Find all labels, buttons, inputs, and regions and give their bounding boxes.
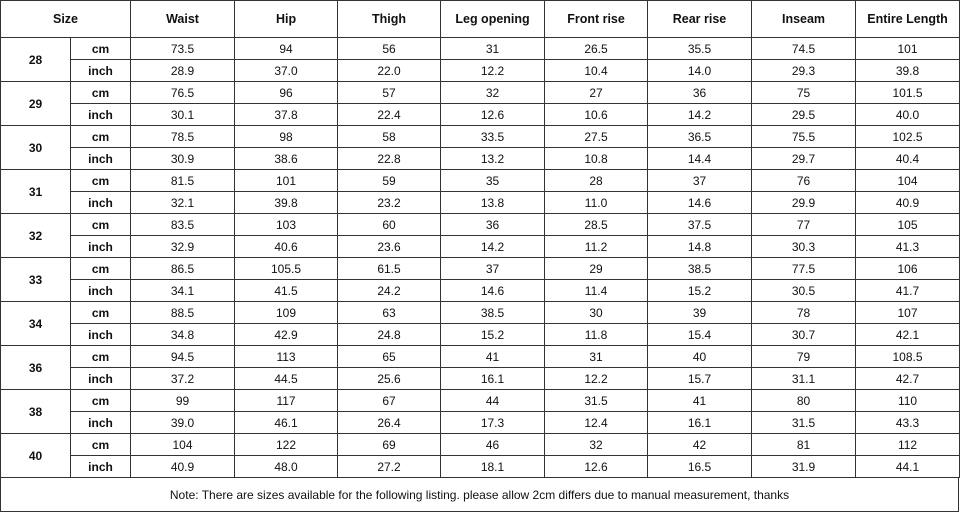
header-inseam: Inseam <box>752 1 856 38</box>
measurement-cell: 37 <box>441 258 545 280</box>
measurement-cell: 60 <box>338 214 441 236</box>
measurement-cell: 11.0 <box>545 192 648 214</box>
measurement-cell: 63 <box>338 302 441 324</box>
measurement-cell: 112 <box>856 434 960 456</box>
table-row <box>1 60 960 82</box>
table-row <box>1 126 960 148</box>
measurement-cell: 44 <box>441 390 545 412</box>
measurement-cell: 30.9 <box>131 148 235 170</box>
measurement-cell: 37.2 <box>131 368 235 390</box>
measurement-cell: 14.6 <box>441 280 545 302</box>
measurement-cell: 14.2 <box>441 236 545 258</box>
measurement-cell: 18.1 <box>441 456 545 478</box>
measurement-cell: 24.8 <box>338 324 441 346</box>
header-rear-rise: Rear rise <box>648 1 752 38</box>
measurement-cell: 74.5 <box>752 38 856 60</box>
header-leg-opening: Leg opening <box>441 1 545 38</box>
size-label: 34 <box>1 302 71 346</box>
measurement-cell: 42.1 <box>856 324 960 346</box>
unit-label: cm <box>71 214 131 236</box>
header-row <box>1 1 960 38</box>
measurement-cell: 28.9 <box>131 60 235 82</box>
measurement-cell: 40.9 <box>856 192 960 214</box>
measurement-cell: 14.2 <box>648 104 752 126</box>
measurement-cell: 57 <box>338 82 441 104</box>
measurement-cell: 31 <box>441 38 545 60</box>
measurement-cell: 78 <box>752 302 856 324</box>
measurement-cell: 61.5 <box>338 258 441 280</box>
measurement-cell: 107 <box>856 302 960 324</box>
measurement-cell: 77 <box>752 214 856 236</box>
table-body <box>1 38 960 478</box>
measurement-cell: 36 <box>441 214 545 236</box>
measurement-cell: 109 <box>235 302 338 324</box>
size-label: 38 <box>1 390 71 434</box>
measurement-cell: 27.2 <box>338 456 441 478</box>
measurement-cell: 108.5 <box>856 346 960 368</box>
unit-label: inch <box>71 192 131 214</box>
measurement-cell: 30.3 <box>752 236 856 258</box>
measurement-cell: 102.5 <box>856 126 960 148</box>
footnote: Note: There are sizes available for the following listing. please allow 2cm differs due to manual measurement, thanks <box>0 478 959 512</box>
measurement-cell: 59 <box>338 170 441 192</box>
table-row <box>1 434 960 456</box>
measurement-cell: 110 <box>856 390 960 412</box>
measurement-cell: 29 <box>545 258 648 280</box>
measurement-cell: 98 <box>235 126 338 148</box>
measurement-cell: 83.5 <box>131 214 235 236</box>
measurement-cell: 12.6 <box>441 104 545 126</box>
measurement-cell: 15.4 <box>648 324 752 346</box>
measurement-cell: 48.0 <box>235 456 338 478</box>
measurement-cell: 14.6 <box>648 192 752 214</box>
measurement-cell: 10.8 <box>545 148 648 170</box>
table-row <box>1 82 960 104</box>
measurement-cell: 39.8 <box>235 192 338 214</box>
unit-label: cm <box>71 390 131 412</box>
unit-label: inch <box>71 412 131 434</box>
measurement-cell: 39 <box>648 302 752 324</box>
header-thigh: Thigh <box>338 1 441 38</box>
measurement-cell: 40.4 <box>856 148 960 170</box>
measurement-cell: 42.9 <box>235 324 338 346</box>
measurement-cell: 43.3 <box>856 412 960 434</box>
measurement-cell: 30.5 <box>752 280 856 302</box>
measurement-cell: 27 <box>545 82 648 104</box>
measurement-cell: 117 <box>235 390 338 412</box>
measurement-cell: 24.2 <box>338 280 441 302</box>
measurement-cell: 25.6 <box>338 368 441 390</box>
measurement-cell: 42 <box>648 434 752 456</box>
unit-label: inch <box>71 280 131 302</box>
unit-label: cm <box>71 38 131 60</box>
measurement-cell: 88.5 <box>131 302 235 324</box>
unit-label: cm <box>71 126 131 148</box>
measurement-cell: 105 <box>856 214 960 236</box>
size-label: 30 <box>1 126 71 170</box>
measurement-cell: 29.9 <box>752 192 856 214</box>
measurement-cell: 13.8 <box>441 192 545 214</box>
measurement-cell: 32 <box>545 434 648 456</box>
measurement-cell: 46 <box>441 434 545 456</box>
unit-label: inch <box>71 456 131 478</box>
measurement-cell: 12.6 <box>545 456 648 478</box>
measurement-cell: 23.6 <box>338 236 441 258</box>
size-label: 40 <box>1 434 71 478</box>
measurement-cell: 29.5 <box>752 104 856 126</box>
table-row <box>1 192 960 214</box>
measurement-cell: 16.1 <box>441 368 545 390</box>
measurement-cell: 76.5 <box>131 82 235 104</box>
measurement-cell: 31.5 <box>545 390 648 412</box>
table-row <box>1 390 960 412</box>
table-row <box>1 456 960 478</box>
measurement-cell: 12.2 <box>441 60 545 82</box>
measurement-cell: 67 <box>338 390 441 412</box>
header-size: Size <box>1 1 131 38</box>
measurement-cell: 15.7 <box>648 368 752 390</box>
measurement-cell: 101.5 <box>856 82 960 104</box>
measurement-cell: 26.4 <box>338 412 441 434</box>
measurement-cell: 31.9 <box>752 456 856 478</box>
measurement-cell: 29.3 <box>752 60 856 82</box>
table-row <box>1 302 960 324</box>
measurement-cell: 30.1 <box>131 104 235 126</box>
measurement-cell: 15.2 <box>648 280 752 302</box>
measurement-cell: 34.1 <box>131 280 235 302</box>
table-row <box>1 346 960 368</box>
measurement-cell: 14.4 <box>648 148 752 170</box>
measurement-cell: 99 <box>131 390 235 412</box>
measurement-cell: 46.1 <box>235 412 338 434</box>
table-row <box>1 104 960 126</box>
measurement-cell: 94 <box>235 38 338 60</box>
measurement-cell: 77.5 <box>752 258 856 280</box>
measurement-cell: 78.5 <box>131 126 235 148</box>
measurement-cell: 12.4 <box>545 412 648 434</box>
measurement-cell: 38.6 <box>235 148 338 170</box>
measurement-cell: 16.5 <box>648 456 752 478</box>
header-hip: Hip <box>235 1 338 38</box>
measurement-cell: 65 <box>338 346 441 368</box>
measurement-cell: 32.9 <box>131 236 235 258</box>
measurement-cell: 13.2 <box>441 148 545 170</box>
unit-label: inch <box>71 148 131 170</box>
measurement-cell: 31.1 <box>752 368 856 390</box>
measurement-cell: 29.7 <box>752 148 856 170</box>
measurement-cell: 12.2 <box>545 368 648 390</box>
measurement-cell: 38.5 <box>648 258 752 280</box>
unit-label: cm <box>71 434 131 456</box>
measurement-cell: 104 <box>131 434 235 456</box>
measurement-cell: 10.6 <box>545 104 648 126</box>
measurement-cell: 40.9 <box>131 456 235 478</box>
measurement-cell: 81.5 <box>131 170 235 192</box>
measurement-cell: 15.2 <box>441 324 545 346</box>
table-row <box>1 280 960 302</box>
measurement-cell: 11.4 <box>545 280 648 302</box>
size-label: 33 <box>1 258 71 302</box>
measurement-cell: 105.5 <box>235 258 338 280</box>
measurement-cell: 28.5 <box>545 214 648 236</box>
measurement-cell: 26.5 <box>545 38 648 60</box>
measurement-cell: 41.3 <box>856 236 960 258</box>
measurement-cell: 37.8 <box>235 104 338 126</box>
table-row <box>1 38 960 60</box>
table-row <box>1 214 960 236</box>
measurement-cell: 40.6 <box>235 236 338 258</box>
measurement-cell: 22.0 <box>338 60 441 82</box>
measurement-cell: 41.5 <box>235 280 338 302</box>
measurement-cell: 86.5 <box>131 258 235 280</box>
measurement-cell: 44.1 <box>856 456 960 478</box>
size-label: 31 <box>1 170 71 214</box>
size-label: 36 <box>1 346 71 390</box>
measurement-cell: 35 <box>441 170 545 192</box>
measurement-cell: 73.5 <box>131 38 235 60</box>
table-row <box>1 324 960 346</box>
measurement-cell: 101 <box>856 38 960 60</box>
unit-label: inch <box>71 236 131 258</box>
measurement-cell: 10.4 <box>545 60 648 82</box>
unit-label: cm <box>71 258 131 280</box>
size-label: 32 <box>1 214 71 258</box>
measurement-cell: 38.5 <box>441 302 545 324</box>
measurement-cell: 22.4 <box>338 104 441 126</box>
measurement-cell: 94.5 <box>131 346 235 368</box>
measurement-cell: 81 <box>752 434 856 456</box>
unit-label: inch <box>71 60 131 82</box>
header-front-rise: Front rise <box>545 1 648 38</box>
measurement-cell: 28 <box>545 170 648 192</box>
table-row <box>1 170 960 192</box>
size-label: 28 <box>1 38 71 82</box>
measurement-cell: 37 <box>648 170 752 192</box>
measurement-cell: 23.2 <box>338 192 441 214</box>
unit-label: inch <box>71 104 131 126</box>
measurement-cell: 11.8 <box>545 324 648 346</box>
table-row <box>1 148 960 170</box>
measurement-cell: 41 <box>441 346 545 368</box>
measurement-cell: 41.7 <box>856 280 960 302</box>
measurement-cell: 34.8 <box>131 324 235 346</box>
measurement-cell: 39.8 <box>856 60 960 82</box>
measurement-cell: 11.2 <box>545 236 648 258</box>
table-row <box>1 412 960 434</box>
size-label: 29 <box>1 82 71 126</box>
measurement-cell: 42.7 <box>856 368 960 390</box>
measurement-cell: 103 <box>235 214 338 236</box>
table-row <box>1 258 960 280</box>
measurement-cell: 96 <box>235 82 338 104</box>
measurement-cell: 44.5 <box>235 368 338 390</box>
measurement-cell: 69 <box>338 434 441 456</box>
measurement-cell: 113 <box>235 346 338 368</box>
measurement-cell: 122 <box>235 434 338 456</box>
measurement-cell: 14.8 <box>648 236 752 258</box>
unit-label: inch <box>71 324 131 346</box>
measurement-cell: 58 <box>338 126 441 148</box>
unit-label: cm <box>71 302 131 324</box>
measurement-cell: 40.0 <box>856 104 960 126</box>
measurement-cell: 37.0 <box>235 60 338 82</box>
measurement-cell: 27.5 <box>545 126 648 148</box>
unit-label: cm <box>71 346 131 368</box>
measurement-cell: 32.1 <box>131 192 235 214</box>
measurement-cell: 32 <box>441 82 545 104</box>
measurement-cell: 30 <box>545 302 648 324</box>
measurement-cell: 76 <box>752 170 856 192</box>
measurement-cell: 35.5 <box>648 38 752 60</box>
unit-label: cm <box>71 82 131 104</box>
measurement-cell: 39.0 <box>131 412 235 434</box>
measurement-cell: 41 <box>648 390 752 412</box>
table-row <box>1 236 960 258</box>
unit-label: inch <box>71 368 131 390</box>
measurement-cell: 75.5 <box>752 126 856 148</box>
header-waist: Waist <box>131 1 235 38</box>
unit-label: cm <box>71 170 131 192</box>
measurement-cell: 101 <box>235 170 338 192</box>
measurement-cell: 16.1 <box>648 412 752 434</box>
measurement-cell: 30.7 <box>752 324 856 346</box>
measurement-cell: 33.5 <box>441 126 545 148</box>
measurement-cell: 36 <box>648 82 752 104</box>
measurement-cell: 36.5 <box>648 126 752 148</box>
measurement-cell: 40 <box>648 346 752 368</box>
measurement-cell: 79 <box>752 346 856 368</box>
measurement-cell: 22.8 <box>338 148 441 170</box>
measurement-cell: 14.0 <box>648 60 752 82</box>
measurement-cell: 31.5 <box>752 412 856 434</box>
measurement-cell: 17.3 <box>441 412 545 434</box>
measurement-cell: 75 <box>752 82 856 104</box>
measurement-cell: 37.5 <box>648 214 752 236</box>
measurement-cell: 104 <box>856 170 960 192</box>
measurement-cell: 31 <box>545 346 648 368</box>
measurement-cell: 106 <box>856 258 960 280</box>
measurement-cell: 80 <box>752 390 856 412</box>
header-entire-length: Entire Length <box>856 1 960 38</box>
table-row <box>1 368 960 390</box>
measurement-cell: 56 <box>338 38 441 60</box>
